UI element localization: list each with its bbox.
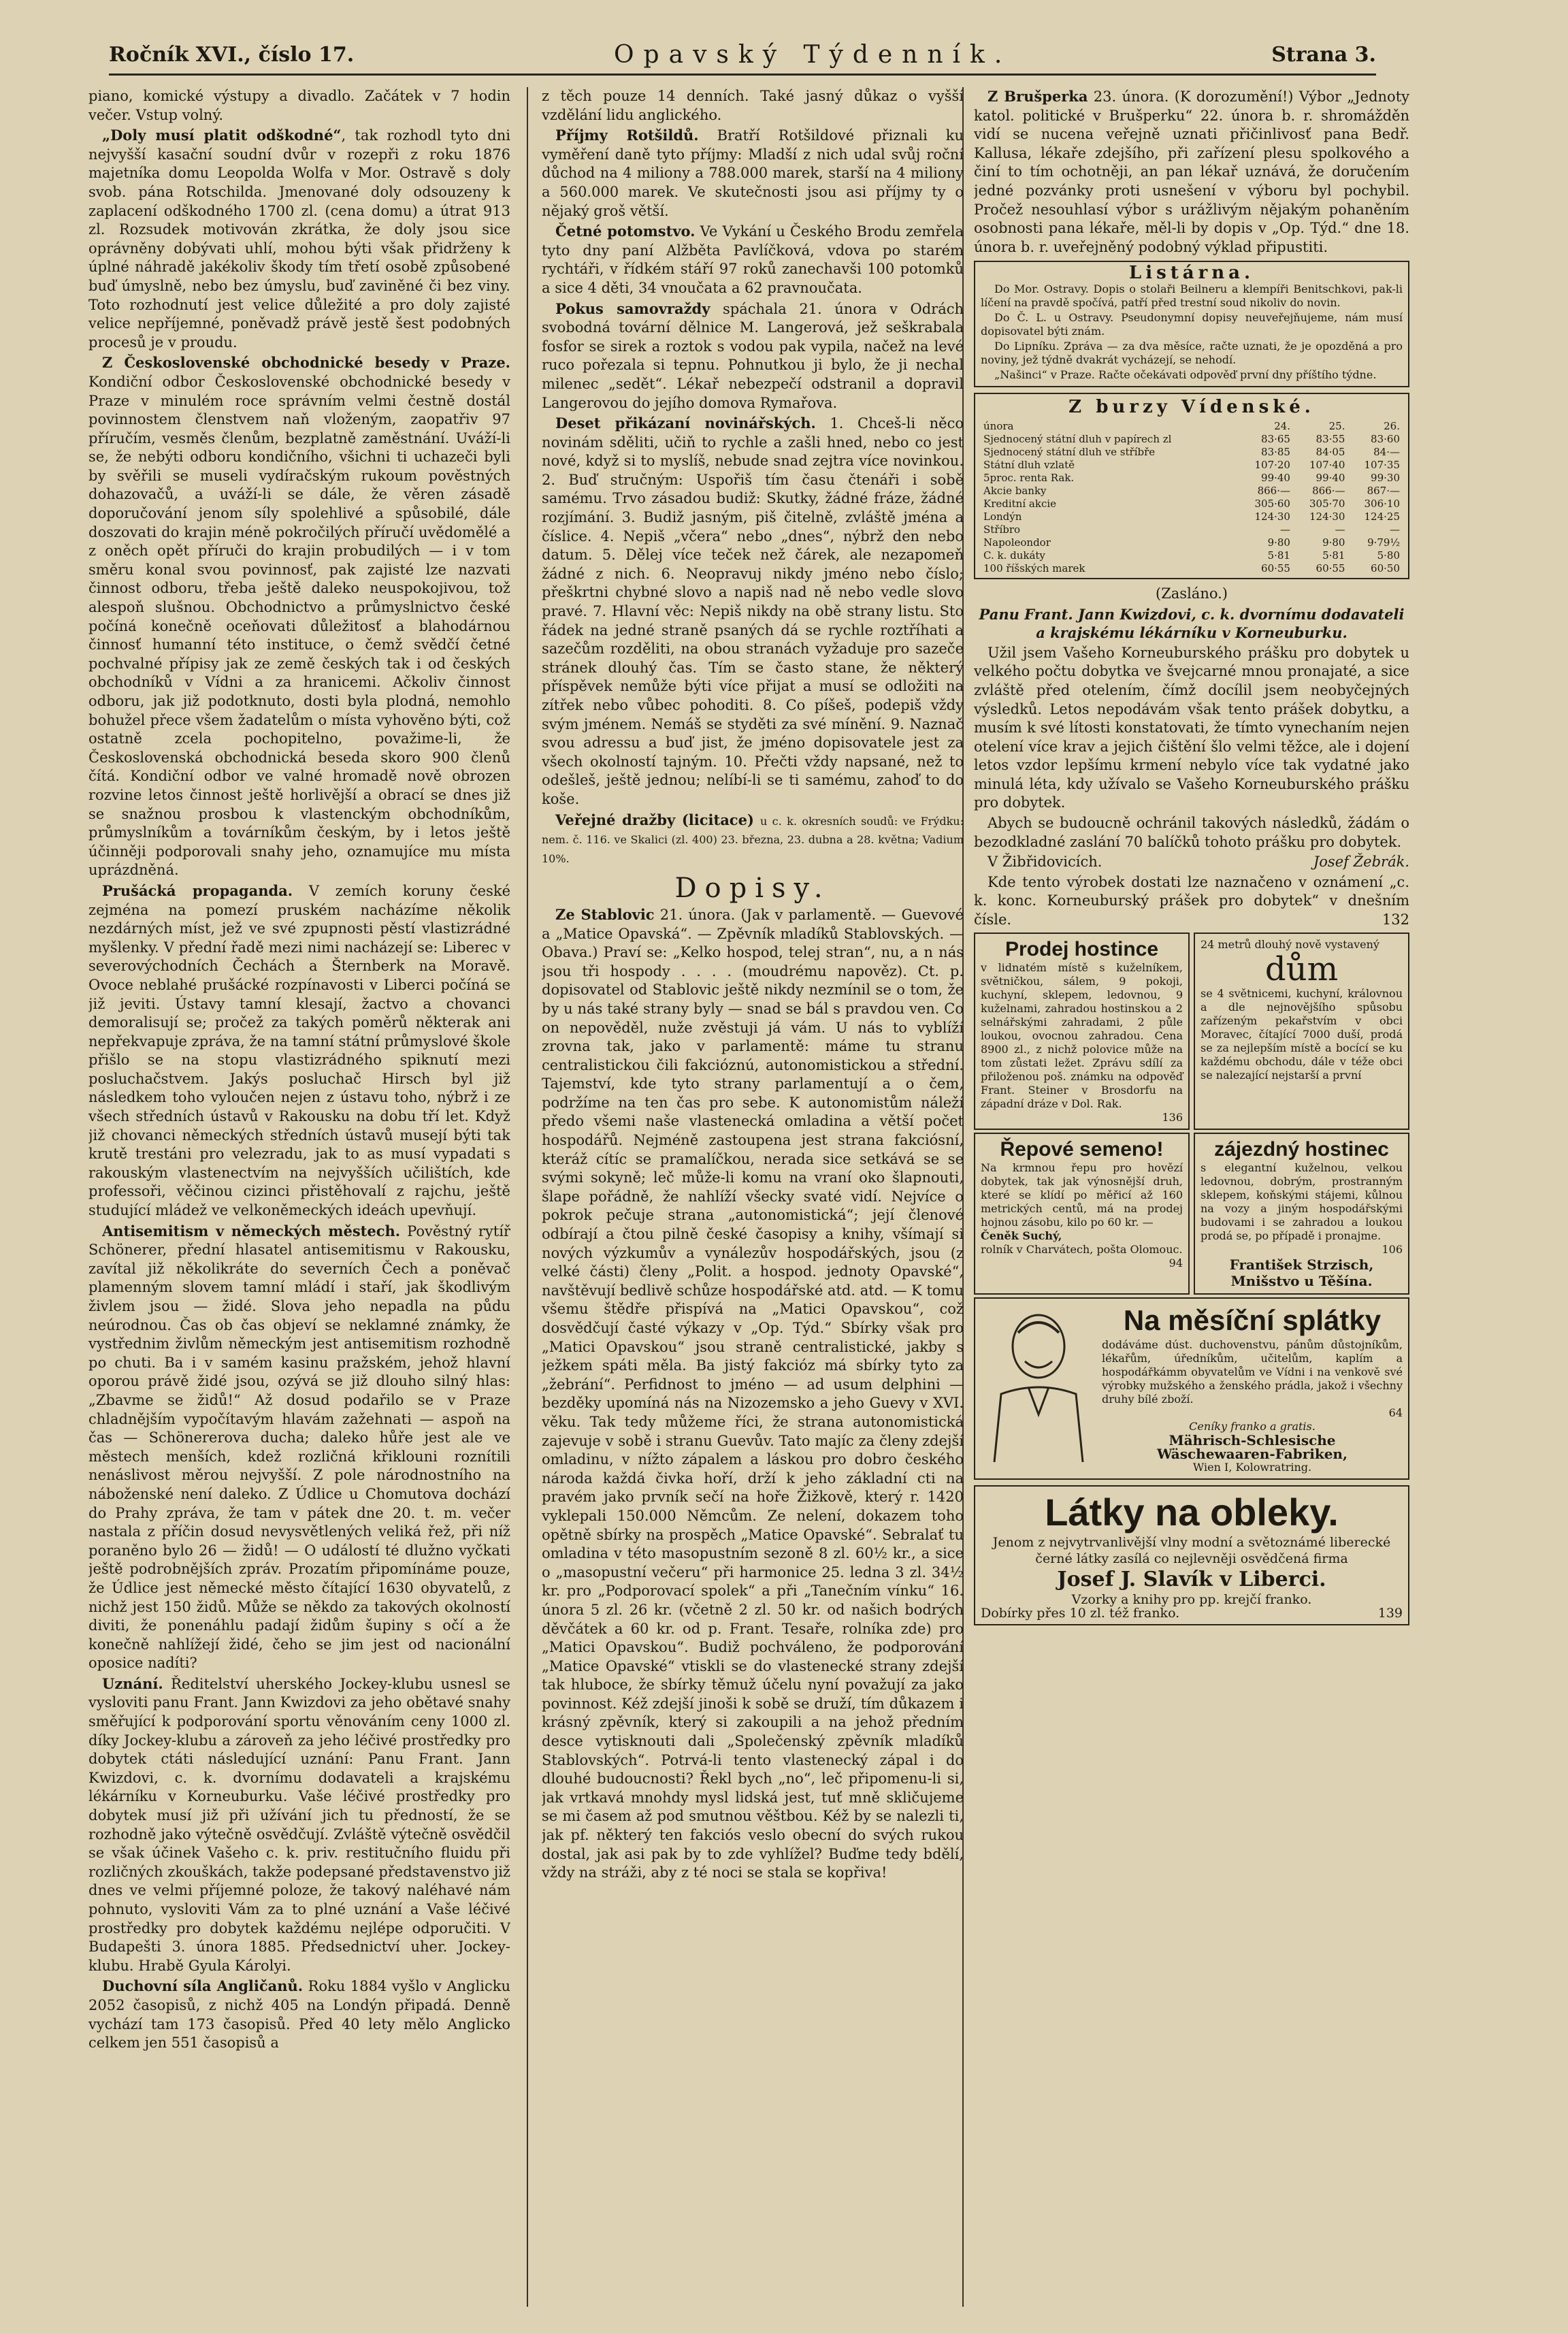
man-portrait-icon <box>981 1306 1096 1462</box>
burza-cell: 866·— <box>1312 484 1345 497</box>
column-rule-1 <box>527 87 528 2307</box>
listarna-box <box>974 261 1409 387</box>
ad-dobirky <box>981 1606 1403 1620</box>
article-body: V zemích koruny české zejména na pomezí pruském nacházíme několik nezdárných míst, jež ve své zpupnosti pěstí vlastizrádné myšlenky. V přední řadě mezi nimi nacházejí se: Liberec v severovýchodních Čechách a Šternberk na Moravě. Ovoce neblahé prušácké rozpínavosti v Liberci počíná se již jeviti. Ústavy tamní klesají, žactvo a chovanci demoralisují se; pročež za takých poměrů některak ani nepřekvapuje zpráva, že na tamní státní průmyslové škole přišlo se na stopu vlastizrádného spiknutí mezi posluchačstvem. Jakýs posluchač Hirsch byl již následkem toho vyloučen nejen z ústavu toho, nýbrž i ze všech středních ústavů v Rakousku na dobu tří let. Když již chovanci německých středních ústavů musejí býti tak krutě trestáni pro velezradu, jak to as musí vypadati s rakouským vlastenectvím na nejvyšších učilištích, kde professoři, věčinou cizinci přistěhovalí z rajchu, ještě studující mládež ve velkoněmeckých ideách upevňují. <box>88 882 510 1219</box>
burza-cell: Stříbro <box>983 523 1021 536</box>
article-duch <box>88 1977 510 2052</box>
ad-title: Látky na obleky. <box>1045 1490 1339 1534</box>
ad-number: 139 <box>1377 1605 1403 1621</box>
article-heading: Antisemitism v německých městech. <box>102 1222 401 1239</box>
ad-body: se 4 světnicemi, kuchyní, královnou a dle nejnovějšího spůsobu zařízeným pekařstvím v obci Moravec, čítající 7000 duší, prodá se za nejlepším místě a bocící se ku každému obchodu, dále v téže obci se nalezající nejstarší a první <box>1200 986 1403 1082</box>
article-body: Bratří Rotšildové přiznali ku vyměření daně tyto příjmy: Mladší z nich udal svůj roční důchod na 4 miliony a 788.000 marek, starší na 4 miliony a 560.000 marek. Ve skutečnosti jsou asi příjmy ty o nějaký groš větší. <box>542 127 964 219</box>
article-heading: Pokus samovraždy <box>555 299 710 317</box>
kwizda-heading: Panu Frant. Jann Kwizdovi, c. k. dvornímu dodavateli a krajskému lékárníku v Korneuburku. <box>979 605 1405 642</box>
burza-row <box>981 459 1403 472</box>
burza-row <box>981 562 1403 575</box>
article-body: u c. k. okresních soudů: ve Frýdku: nem. č. 116. ve Skalici (zl. 400) 23. března, 23. dubna a 28. května; Vadium 10%. <box>542 814 964 865</box>
ad-body: Jenom z nejvytrvanlivější vlny modní a světoznámé liberecké černé látky zasílá co nejlevněji osvědčená firma <box>992 1534 1391 1566</box>
burza-cell: 107·35 <box>1364 458 1400 471</box>
burza-cell: 60·50 <box>1371 562 1400 574</box>
burza-cell: 866·— <box>1257 484 1290 497</box>
ad-body: dodáváme dúst. duchovenstvu, pánům důstojníkům, lékařům, úředníkům, učitelům, kaplím a hospodářkámm obyvatelům ve Vídni i na venkově své výrobky mužského a ženského prádla, jakož i všechny druhy bílé zboží. <box>1102 1338 1403 1406</box>
article-heading: Z Československé obchodnické besedy v Praze. <box>102 354 510 372</box>
burza-cell: 99·30 <box>1371 471 1400 484</box>
article-heading: Příjmy Rotšildů. <box>555 127 699 144</box>
article-heading: Z Brušperka <box>987 88 1088 105</box>
kwizda-place: V Žibřidovicích. <box>987 854 1102 871</box>
burza-cell: — <box>1390 523 1400 536</box>
burza-header-cell: 25. <box>1328 419 1345 432</box>
burza-cell: C. k. dukáty <box>983 549 1045 562</box>
listarna-item: „Našinci“ v Praze. Račte očekávati odpověď první dny příštího týdne. <box>994 368 1377 382</box>
kwizda-signature: Josef Žebrák. <box>1313 854 1409 871</box>
article-body: Ve Vykání u Českého Brodu zemřela tyto dny paní Alžběta Pavlíčková, vdova po starém rychtáři, v řídkém stáří 97 roků zanechavši 100 potomků a sice 4 děti, 34 vnoučata a 62 pravnoučata. <box>542 223 964 296</box>
column-1 <box>88 87 510 2307</box>
burza-cell: 84·05 <box>1316 445 1345 458</box>
article-beseda <box>88 353 510 880</box>
article-drazby <box>542 811 964 868</box>
header-page-number: Strana 3. <box>1271 42 1376 67</box>
listarna-item: Do Lipníku. Zpráva — za dva měsíce, račte uznati, že je opozděná a pro noviny, jež týdně dvakrát vycházejí, se nehodí. <box>981 340 1403 367</box>
ad-dum <box>1194 933 1409 1130</box>
burza-cell: 306·10 <box>1364 497 1400 510</box>
ad-top-line: 24 metrů dlouhý nově vystavený <box>1200 937 1379 951</box>
kwizda-note <box>974 873 1409 930</box>
burza-cell: 60·55 <box>1261 562 1290 574</box>
ad-row-1 <box>974 933 1409 1130</box>
ad-signature: František Strzisch, Mnišstvo u Těšína. <box>1229 1256 1374 1289</box>
burza-row <box>981 485 1403 498</box>
burza-cell: Sjednocený státní dluh v papírech zl <box>983 432 1172 445</box>
burza-cell: 124·25 <box>1364 510 1400 523</box>
burza-cell: — <box>1279 523 1290 536</box>
ad-row-2 <box>974 1133 1409 1295</box>
burza-row <box>981 498 1403 510</box>
burza-row <box>981 472 1403 485</box>
burza-cell: 84·— <box>1373 445 1400 458</box>
burza-row <box>981 510 1403 523</box>
burza-row <box>981 523 1403 536</box>
article-heading: Duchovní síla Angličanů. <box>102 1977 304 1995</box>
intro-text: z těch pouze 14 denních. Také jasný důkaz o vyšší vzdělání lidu anglického. <box>542 88 964 123</box>
article-prus <box>88 881 510 1220</box>
ad-dobirky-text: Dobírky přes 10 zl. též franko. <box>981 1605 1180 1621</box>
intro-text: piano, komické výstupy a divadlo. Začátek v 7 hodin večer. Vstup volný. <box>88 88 510 123</box>
article-antisemitism <box>88 1222 510 1673</box>
article-heading: Uznání. <box>102 1674 163 1692</box>
ad-firm: Josef J. Slavík v Liberci. <box>1057 1567 1326 1591</box>
ad-title: dům <box>1264 950 1339 988</box>
listarna-title: Listárna. <box>1128 263 1255 284</box>
burza-row <box>981 446 1403 459</box>
burza-cell: 5·80 <box>1377 549 1400 562</box>
ad-address: rolník v Charvátech, pošta Olomouc. <box>981 1242 1183 1256</box>
kwizda-body2: Abych se budoucně ochránil takových následků, žádám o bezodkladné zaslání 70 balíčků tohoto prášku pro dobytek. <box>974 815 1409 850</box>
burza-cell: 99·40 <box>1316 471 1345 484</box>
article-prijmy <box>542 126 964 221</box>
ad-mesicni-splatky <box>974 1297 1409 1480</box>
burza-cell: 124·30 <box>1254 510 1290 523</box>
burza-cell: 99·40 <box>1261 471 1290 484</box>
burza-cell: 9·80 <box>1267 536 1290 549</box>
burza-header-cell: 24. <box>1274 419 1290 432</box>
article-body: Pověstný rytíř Schönerer, přední hlasatel antisemitismu v Rakousku, zavítal již několikráte do severních Čech a poněvač plamenným slovem tamní mládí i staří, jak škodlivým živlem jsou — židé. Slova jeho nepadla na půdu neúrodnou. Čas ob čas objeví se neklamné známky, že vystřednim živlům německým jest antisemitism rozhodně po chuti. Ba i v samém kasinu pražském, jehož hlavní oporou právě židé jsou, ozývá se již dlouho silný hlas: „Zbavme se židů!“ Až dosud podařilo se v Praze chladnějším vypočítavým hlavám zažehnati — aspoň na čas — Schönererova ducha; daleko hůře jest ale ve městech menších, kdež rozličná křiklouni roznítili nenáslivost měrou nejvyšší. Z pole národnostního na náboženské není daleko. Z Údlice u Chomutova dochází do Prahy zpráva, že tam v pátek dne 20. t. m. večer nastala z příčin dosud nevysvětlených veliká řež, při níž poraněno bylo 26 — židů! — O událostí té dlužno vyčkati ještě podrobnějších zpráv. Prozatím připomínáme pouze, že Údlice jest německé město čítající 1630 obyvatelů, z nichž jest 150 židů. Může se někdo za takových okolností diviti, že ponenáhlu padají židům šupiny s očí a že konečně nahlížejí židé, čeho se jim jest od nacionální oposice nadíti? <box>88 1222 510 1672</box>
burza-title: Z burzy Vídenské. <box>1068 397 1315 418</box>
burza-header-row <box>981 420 1403 433</box>
article-heading: Deset přikázaní novinářských. <box>555 415 816 432</box>
ad-number: 106 <box>1382 1242 1403 1256</box>
burza-cell: 867·— <box>1367 484 1400 497</box>
burza-cell: — <box>1335 523 1345 536</box>
burza-table <box>981 420 1403 575</box>
burza-row <box>981 433 1403 446</box>
article-body: Roku 1884 vyšlo v Anglicku 2052 časopisů, z nichž 405 na Londýn připadá. Denně vychází tam 173 časopisů. Před 40 lety mělo Anglicko celkem jen 551 časopisů a <box>88 1978 510 2052</box>
ad-body: s elegantní kuželnou, velkou ledovnou, dobrým, prostranným sklepem, koňskými stájemi, kůlnou na vozy a jiným hospodářskými budovami i se zahradou a loukou prodá se, po případě i pronajme. <box>1200 1161 1403 1242</box>
article-doly <box>88 126 510 352</box>
section-title-dopisy: Dopisy. <box>674 873 831 905</box>
ad-repove-semeno <box>974 1133 1190 1295</box>
kwizda-note-text: Kde tento výrobek dostati lze naznačeno v oznámení „c. k. konc. Korneuburský prášek pro dobytek“ v dnešním čísle. <box>974 873 1409 928</box>
ad-number: 136 <box>1162 1110 1183 1124</box>
listarna-item: Do Č. L. u Ostravy. Pseudonymní dopisy neuveřejňujeme, nám musí dopisovatel býti znám. <box>981 311 1403 338</box>
burza-row <box>981 536 1403 549</box>
article-stablovice <box>542 905 964 1883</box>
article-uznani <box>88 1674 510 1976</box>
article-body: 23. února. (K dorozumění!) Výbor „Jednoty katol. politické v Brušperku“ 22. února b. r. shromážděn vidí se nucena veřejně uznati přičinlivosť pana Bedř. Kallusa, lékaře zdejšího, při zařízení plesu spolkového a činí to tím ochotněji, an pan lékař uznává, že doručením jedné pozvánky proti usnešení v výboru byl pochybil. Pročež nesouhlasí výbor s urážlivým nějakým pohaněním osobnosti pana lékaře, měl-li by dopis v „Op. Týd.“ dne 18. února b. r. uveřejněný podobný výklad připustiti. <box>974 88 1409 255</box>
burza-cell: 100 říšských marek <box>983 562 1085 574</box>
burza-cell: 5·81 <box>1322 549 1345 562</box>
burza-box <box>974 393 1409 579</box>
header-volume: Ročník XVI., číslo 17. <box>109 42 355 67</box>
article-desatero <box>542 414 964 809</box>
ad-cennik: Ceníky franko a gratis. <box>1189 1419 1316 1433</box>
burza-header-cell: 26. <box>1384 419 1400 432</box>
article-heading: „Doly musí platit odškodné“ <box>102 127 342 144</box>
ad-latky-na-obleky <box>974 1485 1409 1625</box>
burza-header-cell: února <box>983 419 1014 432</box>
ad-body: v lidnatém místě s kuželníkem, světničkou, sálem, 9 pokoji, kuchyní, sklepem, ledovnou, 9 kuželnami, zahradou hostinskou a 2 selnářskými zahradami, 2 půle loukou, ovocnou zahradou. Cena 8900 zl., z nichž polovice může na tom zůstati ležet. Zprávu sdílí za přiloženou poš. známku na odpověď Frant. Steiner v Brosdorfu na západní dráze v Dol. Rak. <box>981 960 1183 1110</box>
column-3 <box>974 87 1409 2307</box>
kwizda-note-number: 132 <box>1382 911 1409 928</box>
burza-cell: 83·60 <box>1371 432 1400 445</box>
burza-cell: 107·40 <box>1309 458 1345 471</box>
burza-cell: 305·70 <box>1309 497 1345 510</box>
burza-cell: Sjednocený státní dluh ve stříbře <box>983 445 1156 458</box>
ad-vzorky: Vzorky a knihy pro pp. krejčí franko. <box>1071 1591 1312 1607</box>
ad-title: zájezdný hostinec <box>1214 1137 1389 1161</box>
burza-row <box>981 549 1403 562</box>
burza-cell: Napoleondor <box>983 536 1051 549</box>
burza-cell: 305·60 <box>1254 497 1290 510</box>
ad-title: Prodej hostince <box>1004 937 1159 960</box>
burza-cell: 107·20 <box>1254 458 1290 471</box>
ad-body: Na krmnou řepu pro hovězí dobytek, tak jak výnosnější druh, které se klídí po měřicí až 160 metrických centů, má na prodej hojnou zásobu, kilo po 60 kr. — <box>981 1161 1183 1229</box>
page-header <box>109 35 1376 76</box>
article-body: Kondiční odbor Československé obchodnické besedy v Praze v minulém roce správním velmi čestně dostál povinnostem členstvem naň vloženým, zaopatřiv 97 příručím, vesměs členům, bezplatně zaměstnání. Uváží-li se, že nebýti odboru kondičního, všichni ti uchazeči byli by svěřili se museli vydíračským rukoum pověstných dohazovačů, a uváží-li se dále, že věren zásadě doporučování jenom síly spolehlivé a spůsobilé, dále doszovati do krajin méně pokročilých příručí uvědomělé a z oněch opět příruči do krajin probudilých — i v tom směru konal svou povinnosť, pak zajisté lze nazvati činnost odboru, třeba ještě daleko neuspokojivou, tož alespoň slušnou. Obchodnictvo a průmyslnictvo české počíná konečně oceňovati důležitosť a blahodárnou činnosť humanní této instituce, o čemž svědčí četné pochvalné přípisy jak ze země českých tak i od českých obchodníků v Vídni a za hranicemi. Ačkoliv činnost odboru, jak již podotknuto, dosti byla plodná, nemohlo bohužel přece všem žadatelům o místa vyhověno býti, což ostatně zcela pochopitelno, považime-li, že Československá obchodnická beseda skoro 900 členů čítá. Kondiční odbor ve valné hromadě nově obrozen rozvine letos činnost ještě horlivější a obrací se dnes již se snažnou prosbou k vlastenckým obchodníkům, průmyslníkům a továrníkům českým, by i letos ještě účinněji podporovali snahy jeho, oznamujíce mu místa uprázdněná. <box>88 373 510 879</box>
burza-cell: 83·65 <box>1261 432 1290 445</box>
column-2 <box>542 87 964 2307</box>
burza-cell: 83·85 <box>1261 445 1290 458</box>
article-body: Ředitelství uherského Jockey-klubu usnesl se vysloviti panu Frant. Jann Kwizdovi za jeho obětavé snahy směřující k podporování sportu věnováním ceny 1000 zl. díky Jockey-klubu a zároveň za jeho léčivé prostředky pro dobytek ctáti následující uznání: Panu Frant. Jann Kwizdovi, c. k. dvornímu dodavateli a krajskému lékárníku v Korneuburku. Vaše léčivé prostředky pro dobytek musí již při užívání jich tu předností, že se rozhodně jako výtečně osvědčují. Zvláště výtečně osvědčil se však účinek Vašeho c. k. priv. restitučního fluidu při rozličných zkouškách, takže podepsané představenstvo již dnes ve velmi příjemné poloze, že takový naléhavé nám pohnuto, vysloviti Vám za to plné uznání a Vaše léčivé prostředky pro dobytek každému nejlépe odporučiti. V Budapešti 3. února 1885. Předsednictví uher. Jockey-klubu. Hrabě Gyula Károlyi. <box>88 1675 510 1974</box>
burza-cell: 60·55 <box>1316 562 1345 574</box>
listarna-item: Do Mor. Ostravy. Dopis o stolaři Beilneru a klempíři Benitschkovi, pak-li líčení na pravdě spočívá, patří před trestní soud nikoliv do novin. <box>981 282 1403 310</box>
article-heading: Ze Stablovic <box>555 905 655 923</box>
ad-zajezdny-hostinec <box>1194 1133 1409 1295</box>
burza-cell: 5·81 <box>1267 549 1290 562</box>
article-body: 1. Chceš-li něco novinám sděliti, učiň to rychle a zašli hned, nebo co jest nové, když si to myslíš, nebude snad zejtra více novinkou. 2. Buď stručným: Uspořiš tím času čtenáři i sobě samému. Trvo zásadou budiž: Skutky, žádné fráze, žádné rozjímání. 3. Budiž jasným, piš čitelně, zvláště jména a číslice. 4. Nepiš „včera“ nebo „dnes“, nýbrž den nebo datum. 5. Dělej více teček než čárek, ale nezapomeň žádné z nich. 6. Neopravuj nikdy jméno nebo číslo; přeškrtni chybné slovo a napiš nad ně nebo vedle slovo pravé. 7. Hlavní věc: Nepiš nikdy na obě strany listu. Sto řádek na jedné straně psaných dá se rychle roztříhati a sazečům rozděliti, na obou stranách vyžaduje pro sazeče stránek dlouhý čas. Tím se často stane, že některý příspěvek nemůže býti více přijat a musí se odložiti na zítřek nebo vůbec pohoditi. 8. Co píšeš, podepiš vždy svým jménem. Nemáš se styděti za své mínění. 9. Naznač svou adressu a buď jist, že jméno dopisovatele jest za všech okolností tajným. 10. Přečti vždy napsané, než to odešleš, ještě jednou; nelíbí-li se ti samému, zahoď to do koše. <box>542 415 964 807</box>
ad-firm-2: Wäschewaaren-Fabriken, <box>1157 1445 1348 1462</box>
burza-cell: 5proc. renta Rak. <box>983 471 1075 484</box>
article-body: spáchala 21. února v Odrách svobodná tovární dělnice M. Langerová, jež seškrabala fosfor se sirek a roztok s vodou pak vypila, načež na levé ruco pořezala si tepnu. Pohnutkou ji bylo, že ji nechal milenec „sedět“. Lékař nebezpečí odstranil a dopravil Langerovou do jejího domova Rymařova. <box>542 300 964 411</box>
article-heading: Četné potomstvo. <box>555 223 696 240</box>
burza-cell: Kreditní akcie <box>983 497 1057 510</box>
burza-cell: 124·30 <box>1309 510 1345 523</box>
ad-number: 64 <box>1388 1406 1403 1419</box>
ad-title: Řepové semeno! <box>1000 1137 1164 1161</box>
burza-cell: Akcie banky <box>983 484 1047 497</box>
ad-address: Wien I, Kolowratring. <box>1192 1460 1312 1474</box>
article-body: 21. února. (Jak v parlamentě. — Guevové a „Matice Opavská“. — Zpěvník mladíků Stablovských. — Obava.) Praví se: „Kelko hospod, telej stran“, nu, a n nás jsou tři hospody . . . . (moudrému napověz). Ct. p. dopisovatel od Stablovic ještě nikdy nezmínil se o tom, že by u nás také strany byly — snad se bál s pravdou ven. Co on nepověděl, nuže zvěstuji já vám. U nás to vyblíží zrovna tak, jako v parlamentě: máme tu stranu centralistickou čili fakcióznú, autonomistickou a střední. Tajemství, kde tyto strany parlamentují a o čem, podržíme na ten čas pro sebe. K autonomistům náleží předo všemi naše vlastenecká omladina a větší počet hospodářů. Nejméně zastoupena jest strana fakciósní, kteráž cítíc se pramalíčkou, nerada sice setkává se se svými sokyně; leč může-li komu na vraní oko šlapnouti, šlape pořádně, že nahlíží všecky svaté vidí. Nejvíce o pokrok pečuje strana „autonomistická“; její členové odbírají a čtou pilně české časopisy a knihy, všímají si nových výzkumův a vynálezův hospodářských, jsou (z velké části) členy „Polit. a hospod. jednoty Opavské“, navštěvují bedlivě schůze hospodářské atd. atd. — K tomu všemu štědře přispívá na „Matici Opavskou“, což dosvědčují časté výkazy v „Op. Týd.“ Sbírky však pro „Matici Opavskou“ jsou straně centralistické, jakby s ježkem spáti měla. Ba jistý fakcióz má sbírky tyto za „žebrání“. Perfidnost to jméno — ad usum delphini — bezděky upomíná nás na Nizozemsko a jeho Guevy v XVI. věku. Tak tedy můžeme říci, že strana autonomistická zajevuje v sobě i stranu Guevův. Tato majíc za členy zdejší omladinu, v nížto zápalem a láskou pro dobro českého národa každá čivka hoří, drží k jeho základní cti na pravém jako prvník sečí na hoře Žižkově, který r. 1420 vyklepali 150.000 Němcům. Ze nelení, dokazem toho opětně sbírky na prospěch „Matice Opavské“. Sebralať tu omladina v této masopustním sezoně 8 zl. 60½ kr., a sice o „masopustní večeru“ při harmonice 25. ledna 3 zl. 34½ kr. pro „Podporovací spolek“ a při „Tanečním vínku“ 16. února 5 zl. 26 kr. (včetně 2 zl. 50 kr. od našich bodrých děvčátek a 60 kr. od p. Frant. Tesaře, rolníka zde) pro „Matici Opavskou“. Budiž pochváleno, že podporování „Matice Opavské“ vtiskli se do vlastenecké strany zdejší tak hluboce, že sbírky těmuž účelu nyní považují za jako povinnost. Kéž zdejší jinoši k sobě se druží, tím důkazem i krásný zpěvník, který si zakoupili a na jehož předním desce vytisknouti dali „Společenský zpěvník mladíků Stablovských“. Potrvá-li tento vlastenecký zápal i do dlouhé budoucnosti? Řekl bych „no“, leč připomenu-li si, jak vrtkavá mnohdy mysl lidská jest, tuť mně skličujeme se mi časem až pod smutnou věštbou. Kéž by se nalezli ti, jak pf. některý ten fakciós veslo obecní do svých rukou dostal, jak asi pak by to zde vyhlížel? Buďme tedy bdělí, vždy na stráži, aby z té noci se stala se kopřiva! <box>542 906 964 1881</box>
article-heading: Prušácká propaganda. <box>102 881 293 899</box>
kwizda-place-sig <box>974 853 1409 872</box>
ad-number: 94 <box>1169 1256 1183 1269</box>
ad-firm: Mährisch-Schlesische <box>1169 1431 1336 1448</box>
burza-cell: 9·79½ <box>1367 536 1400 549</box>
article-heading: Veřejné dražby (licitace) <box>555 811 754 828</box>
kwizda-body: Užil jsem Vašeho Korneuburského prášku pro dobytek u velkého počtu dobytka ve švejcarné mnou pronajaté, a sice zvláště před otelením, čímž docílil jsem neobyčejných výsledků. Letos nepodávám však tento prášek dobytku, a musím k své lítosti konstatovati, že tímto vynechaním nejen otelení více krav a jejich čištění šlo velmi těžce, ale i dojení letos vzdor lepšímu krmení nebylo více tak vydatné jako minulá léta, kdy užívalo se Vašeho Korneuburského prášku pro dobytek. <box>974 644 1409 811</box>
burza-cell: Londýn <box>983 510 1022 523</box>
zaslano-label: (Zasláno.) <box>1156 585 1228 602</box>
burza-cell: Státní dluh vzlatě <box>983 458 1075 471</box>
ad-name: Čeněk Suchý, <box>981 1229 1062 1242</box>
burza-cell: 83·55 <box>1316 432 1345 445</box>
header-masthead: Opavský Týdenník. <box>614 40 1012 69</box>
article-body: , tak rozhodl tyto dni nejvyšší kasační soudní dvůr v rozepři z roku 1876 majetníka domu Leopolda Wolfa v Mor. Ostravě s doly svob. pána Rotschilda. Jmenované doly odsouzeny k zaplacení odškodného 1700 zl. (cena domu) a útrat 913 zl. Rozsudek motivován zkrátka, že doly jsou sice oprávněny dobývati uhlí, mohou býti však přidrženy k úplné náhradě jakékoliv škody tím třetí osobě způsobené buď úmyslně, nebo bez úmyslu, buď zaviněné či bez viny. Toto rozhodnutí jest velice důležité a pro doly zajisté velice nepříjemné, poněvadž právě jestě šest podobných procesů je v proudu. <box>88 127 510 351</box>
ad-prodej-hostince <box>974 933 1190 1130</box>
article-cetne <box>542 222 964 297</box>
article-pokus <box>542 299 964 413</box>
burza-cell: 9·80 <box>1322 536 1345 549</box>
ad-title: Na měsíční splátky <box>1123 1303 1382 1336</box>
article-bruspurk <box>974 87 1409 257</box>
